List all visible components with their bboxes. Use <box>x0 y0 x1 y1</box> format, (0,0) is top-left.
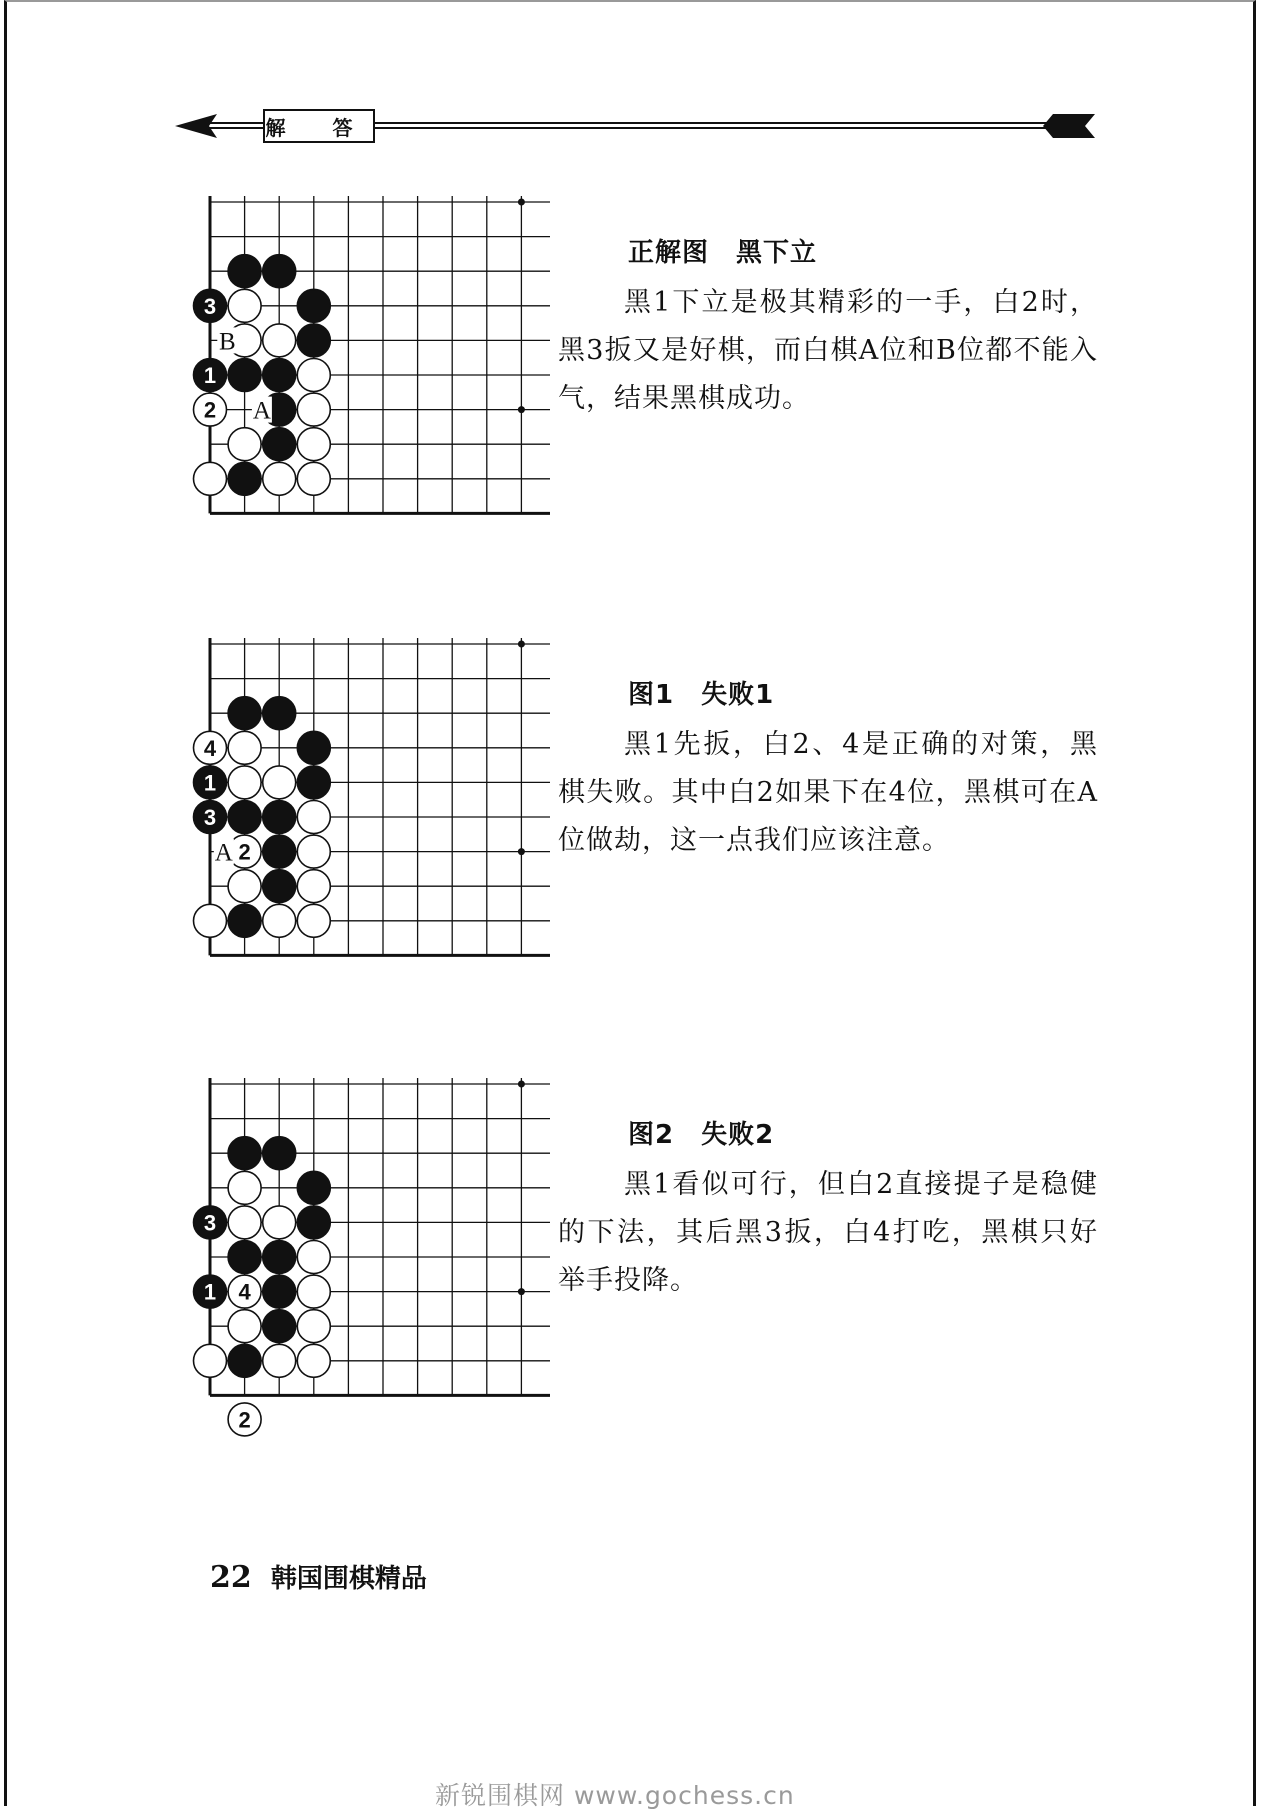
star-point <box>518 641 525 648</box>
black-stone <box>228 904 261 937</box>
black-stone <box>263 1241 296 1274</box>
white-stone <box>194 1344 227 1377</box>
white-stone <box>263 904 296 937</box>
move-number: 3 <box>203 1210 217 1236</box>
black-stone <box>297 289 330 322</box>
move-number: 1 <box>203 1279 217 1305</box>
black-stone <box>228 1344 261 1377</box>
diagram-description: 黑1下立是极其精彩的一手，白2时，黑3扳又是好棋，而白棋A位和B位都不能入气，结果黑棋成功。 <box>558 287 1098 414</box>
black-stone <box>263 1275 296 1308</box>
white-stone <box>228 870 261 903</box>
white-stone <box>297 1310 330 1343</box>
move-number: 1 <box>203 363 217 388</box>
black-stone <box>263 801 296 834</box>
white-stone <box>297 359 330 392</box>
black-stone <box>228 1137 261 1170</box>
diagram-caption <box>558 1114 1098 1305</box>
white-stone <box>297 428 330 461</box>
black-stone <box>228 801 261 834</box>
black-stone <box>228 462 261 495</box>
white-stone <box>297 801 330 834</box>
black-stone <box>263 428 296 461</box>
star-point <box>518 1081 525 1088</box>
watermark: 新锐围棋网 www.gochess.cn <box>435 1781 795 1810</box>
white-stone <box>297 1241 330 1274</box>
black-stone <box>228 255 261 288</box>
diagram-title: 图1 失败1 <box>628 680 775 710</box>
diagram-caption <box>558 674 1098 865</box>
star-point <box>518 199 525 206</box>
star-point <box>518 1288 525 1295</box>
point-letter: A <box>252 397 271 425</box>
star-point <box>518 406 525 413</box>
black-stone <box>297 731 330 764</box>
black-stone <box>263 1310 296 1343</box>
white-stone <box>228 1310 261 1343</box>
diagram-title: 图2 失败2 <box>628 1120 775 1150</box>
white-stone <box>194 462 227 495</box>
black-stone <box>263 870 296 903</box>
black-stone <box>263 1137 296 1170</box>
black-stone <box>263 835 296 868</box>
white-stone <box>263 324 296 357</box>
white-stone <box>228 731 261 764</box>
white-stone <box>228 1171 261 1204</box>
white-stone <box>297 870 330 903</box>
black-stone <box>228 697 261 730</box>
move-number: 4 <box>238 1279 251 1305</box>
white-stone <box>263 462 296 495</box>
go-board-diagram <box>185 638 550 998</box>
move-number: 2 <box>203 397 217 423</box>
black-stone <box>228 359 261 392</box>
point-letter: A <box>214 839 233 867</box>
diagram-title: 正解图 黑下立 <box>628 238 818 268</box>
move-number: 4 <box>203 735 217 761</box>
white-stone <box>263 1344 296 1377</box>
diagram-caption <box>558 232 1098 423</box>
move-number: 3 <box>203 293 217 319</box>
move-number: 2 <box>238 839 251 865</box>
header-label: 解 答 <box>263 109 375 143</box>
black-stone <box>297 766 330 799</box>
white-stone <box>228 1206 261 1239</box>
black-stone <box>297 324 330 357</box>
black-stone <box>228 1241 261 1274</box>
move-number: 3 <box>203 805 217 830</box>
point-letter: B <box>218 328 236 356</box>
go-board-diagram <box>185 1078 550 1438</box>
page-number: 22 <box>210 1560 252 1595</box>
black-stone <box>263 359 296 392</box>
section-header <box>175 106 1095 146</box>
white-stone <box>297 393 330 426</box>
white-stone <box>297 1344 330 1377</box>
white-stone <box>263 1206 296 1239</box>
black-stone <box>263 255 296 288</box>
move-number: 2 <box>238 1407 251 1433</box>
diagram-description: 黑1先扳，白2、4是正确的对策，黑棋失败。其中白2如果下在4位，黑棋可在A位做劫，这一点我们应该注意。 <box>558 729 1098 856</box>
go-board <box>185 1078 550 1438</box>
white-stone <box>228 289 261 322</box>
white-stone <box>297 904 330 937</box>
page-footer <box>210 1558 427 1595</box>
white-stone <box>297 1275 330 1308</box>
white-stone <box>297 835 330 868</box>
go-board <box>185 196 550 556</box>
white-stone <box>228 428 261 461</box>
diagram-description: 黑1看似可行，但白2直接提子是稳健的下法，其后黑3扳，白4打吃，黑棋只好举手投降。 <box>558 1169 1098 1296</box>
move-number: 1 <box>203 770 217 796</box>
white-stone <box>228 766 261 799</box>
star-point <box>518 848 525 855</box>
black-stone <box>297 1206 330 1239</box>
white-stone <box>194 904 227 937</box>
black-stone <box>297 1171 330 1204</box>
white-stone <box>297 462 330 495</box>
go-board-diagram <box>185 196 550 556</box>
go-board <box>185 638 550 998</box>
white-stone <box>263 766 296 799</box>
black-stone <box>263 697 296 730</box>
book-title: 韩国围棋精品 <box>270 1564 427 1594</box>
